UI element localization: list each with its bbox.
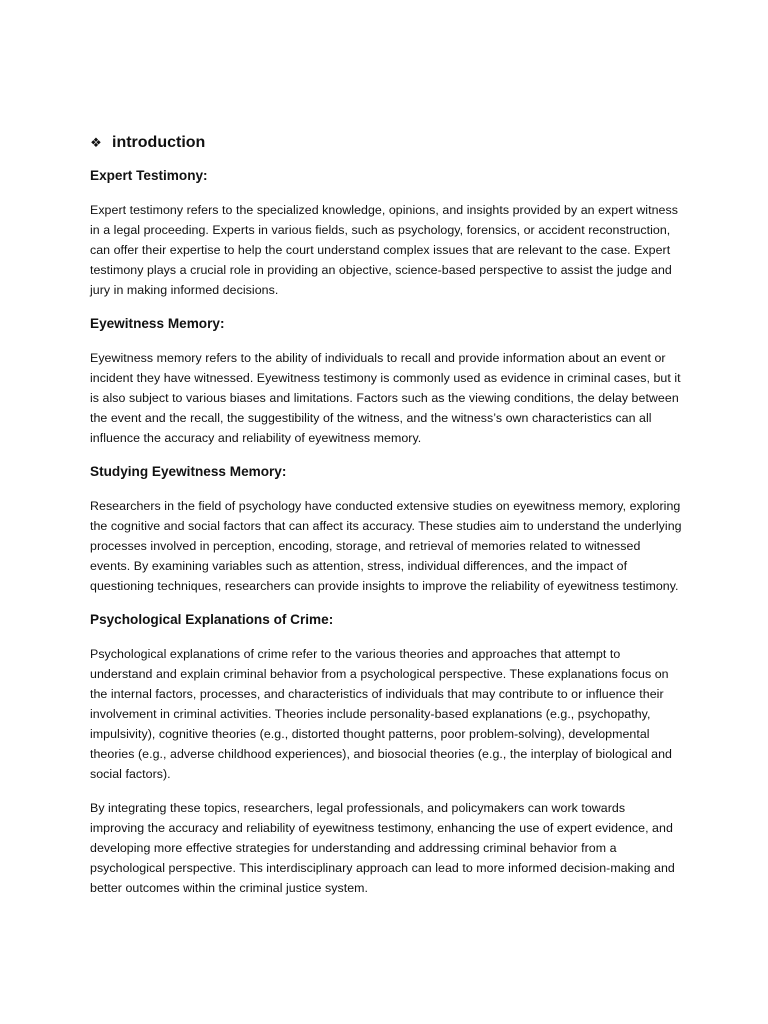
paragraph-conclusion: By integrating these topics, researchers, legal professionals, and policymakers can work towards improving the accuracy and reliability of eyewitness testimony, enhancing the use of expert evidence, and developing more effective strategies for understanding and addressing criminal behavior from a psychological perspective. This interdisciplinary approach can lead to more informed decision-making and better outcomes within the criminal justice system. [90,801,675,895]
diamond-bullet-icon: ❖ [90,135,102,150]
heading-studying-eyewitness-memory: Studying Eyewitness Memory: [90,464,287,479]
heading-psychological-explanations: Psychological Explanations of Crime: [90,612,334,627]
paragraph-studying-eyewitness-memory: Researchers in the field of psychology have conducted extensive studies on eyewitness memory, exploring the cognitive and social factors that can affect its accuracy. These studies aim to understand the underlying processes involved in perception, encoding, storage, and retrieval of memories related to witnessed events. By examining variables such as attention, stress, individual differences, and the impact of questioning techniques, researchers can provide insights to improve the reliability of eyewitness testimony. [90,499,682,593]
heading-expert-testimony: Expert Testimony: [90,168,208,183]
heading-eyewitness-memory: Eyewitness Memory: [90,316,225,331]
paragraph-eyewitness-memory: Eyewitness memory refers to the ability of individuals to recall and provide information about an event or incident they have witnessed. Eyewitness testimony is commonly used as evidence in criminal cases, but it is also subject to various biases and limitations. Factors such as the viewing conditions, the delay between the event and the recall, the suggestibility of the witness, and the witness’s own characteristics can all influence the accuracy and reliability of eyewitness memory. [90,351,681,445]
paragraph-psychological-explanations: Psychological explanations of crime refer to the various theories and approaches that attempt to understand and explain criminal behavior from a psychological perspective. These explanations focus on the internal factors, processes, and characteristics of individuals that may contribute to or influence their involvement in criminal activities. Theories include personality-based explanations (e.g., psychopathy, impulsivity), cognitive theories (e.g., distorted thought patterns, poor problem-solving), developmental theories (e.g., adverse childhood experiences), and biosocial theories (e.g., the interplay of biological and social factors). [90,647,672,781]
section-heading-text: introduction [112,134,206,151]
section-heading [90,128,682,158]
document-body [90,128,682,912]
paragraph-expert-testimony: Expert testimony refers to the specialized knowledge, opinions, and insights provided by an expert witness in a legal proceeding. Experts in various fields, such as psychology, forensics, or accident reconstruction, can offer their expertise to help the court understand complex issues that are relevant to the case. Expert testimony plays a crucial role in providing an objective, science-based perspective to assist the judge and jury in making informed decisions. [90,203,678,297]
